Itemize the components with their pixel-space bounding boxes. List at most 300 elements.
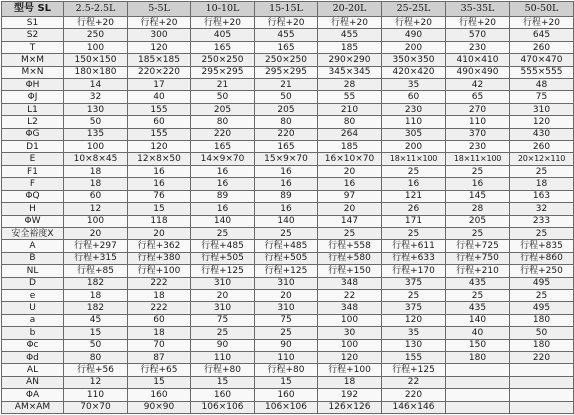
table-cell: 435 [446, 277, 510, 289]
table-cell: 行程+250 [510, 265, 574, 277]
table-cell: 90×90 [128, 401, 191, 413]
row-label: M×M [2, 54, 64, 66]
table-cell: 89 [255, 190, 318, 202]
table-cell: 495 [510, 277, 574, 289]
table-cell: 350×350 [382, 54, 446, 66]
table-cell: 120 [382, 314, 446, 326]
row-label: NL [2, 265, 64, 277]
table-cell: 192 [318, 389, 382, 401]
table-cell: 16 [191, 178, 255, 190]
table-cell: 310 [191, 277, 255, 289]
table-cell: 110 [64, 389, 128, 401]
spec-table [1, 1, 574, 414]
table-cell: 16 [128, 178, 191, 190]
table-cell: 455 [318, 29, 382, 41]
table-cell: 97 [318, 190, 382, 202]
table-cell: 行程+20 [382, 17, 446, 29]
table-row [2, 351, 574, 363]
table-cell: 行程+485 [191, 240, 255, 252]
table-cell: 135 [64, 128, 128, 140]
table-cell: 130 [64, 103, 128, 115]
table-cell: 25 [510, 227, 574, 239]
model-header: 型号 SL [2, 2, 64, 17]
table-cell: 12 [64, 376, 128, 388]
table-cell: 15 [191, 376, 255, 388]
table-cell: 15 [64, 327, 128, 339]
table-cell: 行程+56 [64, 364, 128, 376]
table-cell: 110 [255, 351, 318, 363]
table-cell: 270 [446, 103, 510, 115]
table-cell: 行程+860 [510, 252, 574, 264]
table-cell: 行程+20 [64, 17, 128, 29]
table-cell: 48 [510, 79, 574, 91]
table-cell: 220 [382, 389, 446, 401]
table-cell: 121 [382, 190, 446, 202]
table-cell: 110 [382, 116, 446, 128]
table-cell: 185×185 [128, 54, 191, 66]
table-row [2, 376, 574, 388]
table-cell: 18×11×100 [382, 153, 446, 165]
table-cell: 20 [64, 227, 128, 239]
table-cell: 145 [446, 190, 510, 202]
table-cell: 行程+125 [191, 265, 255, 277]
table-cell: 140 [191, 215, 255, 227]
model-col-header: 2.5-2.5L [64, 2, 128, 17]
table-cell: 21 [191, 79, 255, 91]
row-label: ΦH [2, 79, 64, 91]
table-cell: 16 [446, 178, 510, 190]
table-cell: 20 [318, 165, 382, 177]
table-cell: 110 [446, 116, 510, 128]
table-cell: 25 [382, 227, 446, 239]
row-label: AM×AM [2, 401, 64, 413]
table-cell: 25 [510, 289, 574, 301]
table-cell: 230 [446, 41, 510, 53]
table-cell: 80 [318, 116, 382, 128]
table-cell: 行程+20 [191, 17, 255, 29]
table-cell [510, 389, 574, 401]
table-cell: 310 [255, 277, 318, 289]
table-cell: 205 [255, 103, 318, 115]
table-cell: 行程+380 [128, 252, 191, 264]
table-cell: 40 [128, 91, 191, 103]
table-row [2, 401, 574, 413]
table-row [2, 41, 574, 53]
row-label: b [2, 327, 64, 339]
table-cell: 106×106 [191, 401, 255, 413]
table-cell: 100 [64, 215, 128, 227]
table-cell: 50 [64, 339, 128, 351]
table-cell: 15 [255, 376, 318, 388]
table-cell: 80 [191, 116, 255, 128]
table-cell: 行程+150 [318, 265, 382, 277]
table-cell: 25 [255, 327, 318, 339]
table-row [2, 339, 574, 351]
table-cell: 50 [255, 91, 318, 103]
table-cell: 行程+80 [191, 364, 255, 376]
table-row [2, 66, 574, 78]
table-cell: 160 [255, 389, 318, 401]
table-cell: 180 [510, 339, 574, 351]
table-row [2, 54, 574, 66]
table-cell: 32 [64, 91, 128, 103]
table-cell: 25 [382, 165, 446, 177]
row-label: U [2, 302, 64, 314]
table-cell: 118 [128, 215, 191, 227]
model-col-header: 5-5L [128, 2, 191, 17]
model-col-header: 20-20L [318, 2, 382, 17]
table-cell: 495 [510, 302, 574, 314]
table-cell: 行程+633 [382, 252, 446, 264]
table-row [2, 265, 574, 277]
table-cell: 230 [446, 141, 510, 153]
table-cell: 行程+100 [318, 364, 382, 376]
table-cell: 14 [64, 79, 128, 91]
table-cell: 15 [128, 376, 191, 388]
table-cell: 20 [128, 227, 191, 239]
table-cell: 60 [128, 314, 191, 326]
table-row [2, 389, 574, 401]
table-cell: 165 [255, 141, 318, 153]
table-cell: 182 [64, 277, 128, 289]
table-cell: 420×420 [382, 66, 446, 78]
table-cell: 205 [446, 215, 510, 227]
table-cell: 90 [191, 339, 255, 351]
row-label: F [2, 178, 64, 190]
table-cell: 430 [510, 128, 574, 140]
table-cell: 16 [255, 203, 318, 215]
table-cell: 89 [191, 190, 255, 202]
table-cell: 16 [255, 178, 318, 190]
table-cell: 70 [128, 339, 191, 351]
table-cell: 165 [191, 141, 255, 153]
table-cell: 220 [255, 128, 318, 140]
table-cell: 22 [382, 376, 446, 388]
table-cell: 50 [510, 327, 574, 339]
table-cell: 305 [382, 128, 446, 140]
table-cell: 155 [128, 128, 191, 140]
table-cell: 160 [191, 389, 255, 401]
table-row [2, 289, 574, 301]
table-cell: 87 [128, 351, 191, 363]
table-cell: 25 [446, 289, 510, 301]
row-label: a [2, 314, 64, 326]
table-cell: 76 [128, 190, 191, 202]
row-label: H [2, 203, 64, 215]
table-cell: 15×9×70 [255, 153, 318, 165]
table-row [2, 165, 574, 177]
table-row [2, 153, 574, 165]
table-cell: 205 [191, 103, 255, 115]
table-cell: 80 [64, 351, 128, 363]
table-cell: 25 [318, 227, 382, 239]
table-cell: 行程+505 [191, 252, 255, 264]
table-row [2, 17, 574, 29]
table-cell: 182 [64, 302, 128, 314]
table-cell: 180 [446, 351, 510, 363]
table-cell: 行程+80 [255, 364, 318, 376]
table-cell: 150 [446, 339, 510, 351]
table-cell: 行程+100 [128, 265, 191, 277]
table-cell: 行程+580 [318, 252, 382, 264]
table-cell: 18 [510, 178, 574, 190]
table-row [2, 364, 574, 376]
table-cell: 220 [191, 128, 255, 140]
table-cell: 45 [64, 314, 128, 326]
table-cell: 250×250 [255, 54, 318, 66]
table-cell: 50 [64, 116, 128, 128]
table-cell: 126×126 [318, 401, 382, 413]
table-cell: 20×12×110 [510, 153, 574, 165]
table-cell: 163 [510, 190, 574, 202]
table-cell: 16 [128, 165, 191, 177]
table-cell: 180×180 [64, 66, 128, 78]
table-cell: 222 [128, 302, 191, 314]
table-cell: 570 [446, 29, 510, 41]
table-cell: 80 [255, 116, 318, 128]
table-cell: 348 [318, 302, 382, 314]
table-cell: 行程+611 [382, 240, 446, 252]
table-cell: 310 [191, 302, 255, 314]
table-cell: 22 [318, 289, 382, 301]
table-cell: 32 [510, 203, 574, 215]
table-cell: 20 [191, 289, 255, 301]
table-cell: 行程+125 [255, 265, 318, 277]
table-cell: 42 [446, 79, 510, 91]
table-cell: 行程+170 [382, 265, 446, 277]
row-label: ΦA [2, 389, 64, 401]
table-row [2, 103, 574, 115]
table-cell: 行程+20 [255, 17, 318, 29]
table-cell: 220 [510, 351, 574, 363]
row-label: S2 [2, 29, 64, 41]
model-col-header: 25-25L [382, 2, 446, 17]
table-row [2, 116, 574, 128]
table-cell: 155 [382, 351, 446, 363]
table-row [2, 203, 574, 215]
table-cell: 行程+20 [446, 17, 510, 29]
table-cell: 310 [255, 302, 318, 314]
table-row [2, 302, 574, 314]
table-cell: 40 [446, 327, 510, 339]
table-cell: 60 [382, 91, 446, 103]
table-cell: 行程+85 [64, 265, 128, 277]
row-label: L1 [2, 103, 64, 115]
row-label: E [2, 153, 64, 165]
table-cell: 555×555 [510, 66, 574, 78]
table-cell: 15 [128, 203, 191, 215]
table-cell: 行程+20 [128, 17, 191, 29]
table-cell: 645 [510, 29, 574, 41]
table-cell [510, 401, 574, 413]
table-cell: 行程+210 [446, 265, 510, 277]
table-cell: 17 [128, 79, 191, 91]
header-row [2, 2, 574, 17]
table-cell: 65 [446, 91, 510, 103]
row-label: T [2, 41, 64, 53]
row-label: Φc [2, 339, 64, 351]
table-cell: 405 [191, 29, 255, 41]
table-cell: 180 [510, 314, 574, 326]
table-cell: 370 [446, 128, 510, 140]
table-cell: 14×9×70 [191, 153, 255, 165]
table-cell: 16 [191, 203, 255, 215]
table-cell: 18 [64, 178, 128, 190]
row-label: 安全裕度X [2, 227, 64, 239]
table-cell: 55 [318, 91, 382, 103]
table-cell: 行程+65 [128, 364, 191, 376]
table-cell: 75 [191, 314, 255, 326]
table-cell: 35 [382, 327, 446, 339]
table-cell: 20 [255, 289, 318, 301]
table-cell: 25 [255, 227, 318, 239]
table-cell: 345×345 [318, 66, 382, 78]
table-row [2, 128, 574, 140]
table-cell: 25 [446, 165, 510, 177]
table-cell: 140 [255, 215, 318, 227]
model-col-header: 35-35L [446, 2, 510, 17]
table-cell: 26 [382, 203, 446, 215]
table-row [2, 240, 574, 252]
table-row [2, 252, 574, 264]
table-cell: 28 [318, 79, 382, 91]
table-cell: 120 [510, 116, 574, 128]
table-cell: 行程+125 [382, 364, 446, 376]
table-cell: 25 [510, 165, 574, 177]
row-label: ΦQ [2, 190, 64, 202]
table-row [2, 227, 574, 239]
table-cell: 130 [382, 339, 446, 351]
table-cell: 35 [382, 79, 446, 91]
table-row [2, 314, 574, 326]
table-cell: 21 [255, 79, 318, 91]
table-cell: 行程+315 [64, 252, 128, 264]
table-cell: 18 [318, 376, 382, 388]
table-cell: 348 [318, 277, 382, 289]
table-cell: 375 [382, 302, 446, 314]
table-cell: 10×8×45 [64, 153, 128, 165]
table-cell: 28 [446, 203, 510, 215]
table-cell: 行程+20 [318, 17, 382, 29]
table-cell: 200 [382, 141, 446, 153]
table-cell: 行程+725 [446, 240, 510, 252]
table-cell: 200 [382, 41, 446, 53]
row-label: D [2, 277, 64, 289]
table-cell: 147 [318, 215, 382, 227]
table-cell: 120 [128, 41, 191, 53]
table-cell: 490 [382, 29, 446, 41]
table-cell: 25 [446, 227, 510, 239]
table-cell: 250×250 [191, 54, 255, 66]
table-cell: 150×150 [64, 54, 128, 66]
row-label: AL [2, 364, 64, 376]
model-col-header: 10-10L [191, 2, 255, 17]
table-row [2, 190, 574, 202]
table-cell: 行程+750 [446, 252, 510, 264]
table-cell: 60 [64, 190, 128, 202]
table-cell: 146×146 [382, 401, 446, 413]
table-cell: 290×290 [318, 54, 382, 66]
row-label: M×N [2, 66, 64, 78]
table-cell [446, 376, 510, 388]
row-label: D1 [2, 141, 64, 153]
table-cell: 155 [128, 103, 191, 115]
table-row [2, 215, 574, 227]
table-cell: 50 [191, 91, 255, 103]
table-row [2, 178, 574, 190]
table-cell: 16 [382, 178, 446, 190]
table-cell: 30 [318, 327, 382, 339]
table-cell: 90 [255, 339, 318, 351]
table-cell: 160 [128, 389, 191, 401]
table-cell: 100 [64, 141, 128, 153]
table-cell: 100 [318, 339, 382, 351]
table-cell [510, 376, 574, 388]
table-cell: 185 [318, 141, 382, 153]
table-cell: 310 [510, 103, 574, 115]
table-cell: 行程+362 [128, 240, 191, 252]
table-cell: 120 [318, 351, 382, 363]
table-cell: 165 [191, 41, 255, 53]
table-cell: 260 [510, 141, 574, 153]
table-row [2, 91, 574, 103]
table-cell: 120 [128, 141, 191, 153]
table-cell: 16 [255, 165, 318, 177]
table-cell: 375 [382, 277, 446, 289]
table-cell: 行程+835 [510, 240, 574, 252]
table-cell: 455 [255, 29, 318, 41]
table-cell: 60 [128, 116, 191, 128]
table-cell: 18×11×100 [446, 153, 510, 165]
table-cell: 410×410 [446, 54, 510, 66]
row-label: L2 [2, 116, 64, 128]
row-label: ΦJ [2, 91, 64, 103]
table-cell: 100 [64, 41, 128, 53]
table-cell: 490×490 [446, 66, 510, 78]
table-cell: 110 [191, 351, 255, 363]
table-cell [446, 401, 510, 413]
table-cell: 210 [318, 103, 382, 115]
table-cell: 16 [191, 165, 255, 177]
model-col-header: 15-15L [255, 2, 318, 17]
table-cell: 233 [510, 215, 574, 227]
table-cell: 12×8×50 [128, 153, 191, 165]
table-cell: 25 [191, 327, 255, 339]
table-cell: 260 [510, 41, 574, 53]
table-cell: 18 [128, 289, 191, 301]
table-cell: 70×70 [64, 401, 128, 413]
table-cell: 264 [318, 128, 382, 140]
table-cell: 185 [318, 41, 382, 53]
table-cell: 171 [382, 215, 446, 227]
table-cell: 25 [191, 227, 255, 239]
table-cell: 435 [446, 302, 510, 314]
table-cell: 12 [64, 203, 128, 215]
table-cell: 106×106 [255, 401, 318, 413]
model-col-header: 50-50L [510, 2, 574, 17]
table-cell: 75 [255, 314, 318, 326]
table-cell: 行程+297 [64, 240, 128, 252]
table-cell: 20 [318, 203, 382, 215]
table-cell [510, 364, 574, 376]
table-cell: 220×220 [128, 66, 191, 78]
table-row [2, 327, 574, 339]
row-label: e [2, 289, 64, 301]
row-label: ΦW [2, 215, 64, 227]
table-cell: 140 [446, 314, 510, 326]
row-label: F1 [2, 165, 64, 177]
row-label: AN [2, 376, 64, 388]
